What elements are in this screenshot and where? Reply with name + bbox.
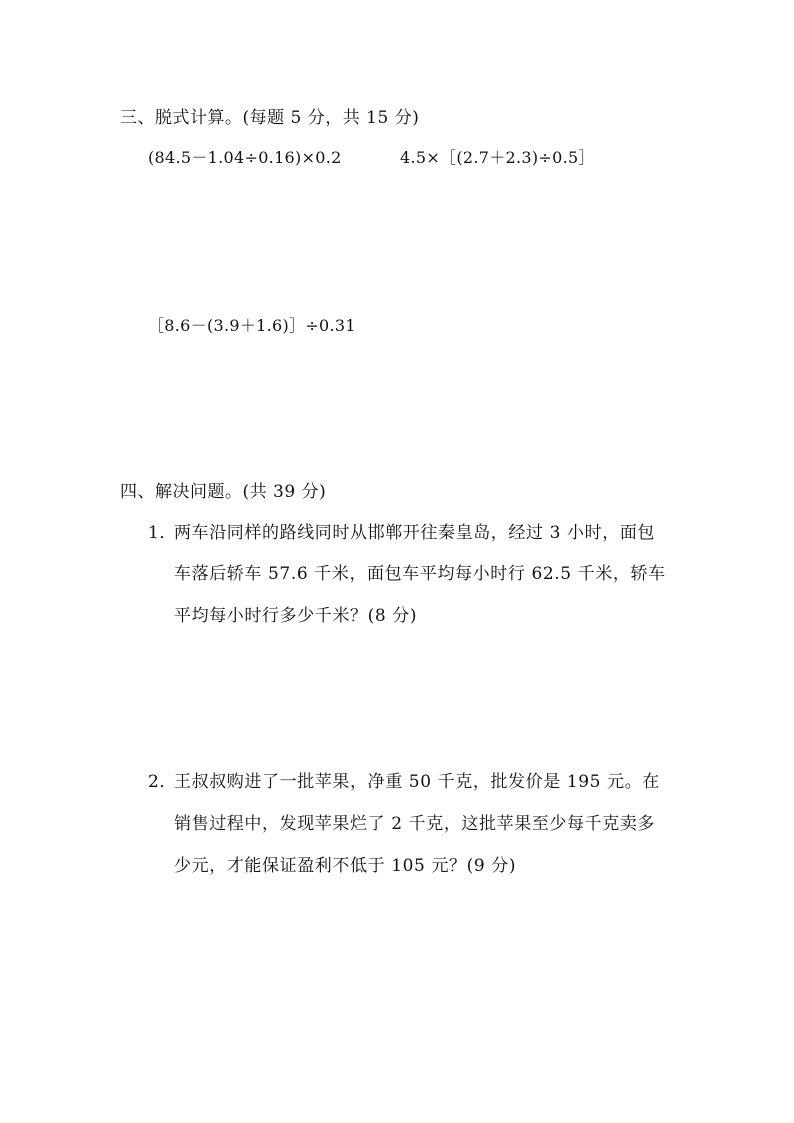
- problem-1-line-3: 平均每小时行多少千米？(8 分): [174, 606, 418, 626]
- problem-1-line-1: [148, 525, 655, 542]
- problem-2-line-2: 销售过程中，发现苹果烂了 2 千克，这批苹果至少每千克卖多: [174, 814, 656, 834]
- expression-3: ［8.6－(3.9＋1.6)］÷0.31: [148, 316, 356, 335]
- expression-2: 4.5×［(2.7＋2.3)÷0.5］: [400, 148, 595, 167]
- problem-1-number: 1．: [148, 523, 178, 543]
- problem-2-line-1: [148, 774, 660, 791]
- problem-2-text-1: 王叔叔购进了一批苹果，净重 50 千克，批发价是 195 元。在: [174, 772, 660, 792]
- expression-1: (84.5－1.04÷0.16)×0.2: [148, 148, 342, 167]
- problem-1-text-1: 两车沿同样的路线同时从邯郸开往秦皇岛，经过 3 小时，面包: [174, 523, 656, 543]
- problem-2-line-3: 少元，才能保证盈利不低于 105 元？(9 分): [174, 856, 517, 876]
- section-4-title: 四、解决问题。(共 39 分): [120, 482, 327, 502]
- problem-1-line-2: 车落后轿车 57.6 千米，面包车平均每小时行 62.5 千米，轿车: [174, 564, 666, 584]
- section-3-title: 三、脱式计算。(每题 5 分，共 15 分): [120, 108, 420, 128]
- problem-2-number: 2．: [148, 772, 178, 792]
